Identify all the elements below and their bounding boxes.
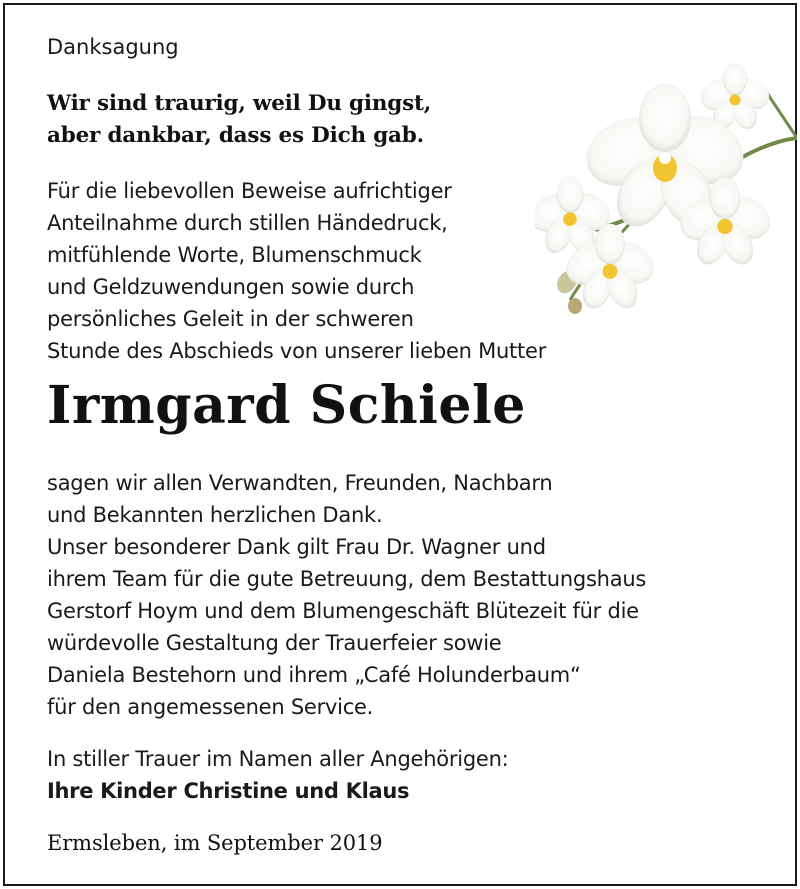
deceased-name: Irmgard Schiele (47, 375, 526, 436)
closing-line: In stiller Trauer im Namen aller Angehörigen: (47, 747, 509, 771)
signers: Ihre Kinder Christine und Klaus (47, 779, 410, 803)
place-date: Ermsleben, im September 2019 (47, 831, 383, 855)
thanks-line: für den angemessenen Service. (47, 695, 374, 719)
intro-line: und Geldzuwendungen sowie durch (47, 275, 415, 299)
intro-line: mitfühlende Worte, Blumenschmuck (47, 243, 422, 267)
obituary-notice (3, 3, 797, 886)
thanks-line: Unser besonderer Dank gilt Frau Dr. Wagner und (47, 535, 546, 559)
motto-line-1: Wir sind traurig, weil Du gingst, (47, 91, 432, 116)
intro-line: persönliches Geleit in der schweren (47, 307, 414, 331)
intro-line: Für die liebevollen Beweise aufrichtiger (47, 179, 452, 203)
thanks-line: Daniela Bestehorn und ihrem „Café Holunderbaum“ (47, 663, 581, 687)
notice-kicker: Danksagung (47, 35, 179, 59)
thanks-line: Gerstorf Hoym und dem Blumengeschäft Blütezeit für die (47, 599, 639, 623)
white-orchid-branch-icon (535, 60, 797, 320)
motto-line-2: aber dankbar, dass es Dich gab. (47, 123, 424, 148)
thanks-paragraph (47, 467, 646, 723)
thanks-line: ihrem Team für die gute Betreuung, dem Bestattungshaus (47, 567, 647, 591)
thanks-line: würdevolle Gestaltung der Trauerfeier sowie (47, 631, 502, 655)
intro-line: Anteilnahme durch stillen Händedruck, (47, 211, 448, 235)
thanks-line: und Bekannten herzlichen Dank. (47, 503, 383, 527)
thanks-line: sagen wir allen Verwandten, Freunden, Nachbarn (47, 471, 553, 495)
intro-line: Stunde des Abschieds von unserer lieben Mutter (47, 339, 547, 363)
intro-paragraph (47, 175, 546, 367)
